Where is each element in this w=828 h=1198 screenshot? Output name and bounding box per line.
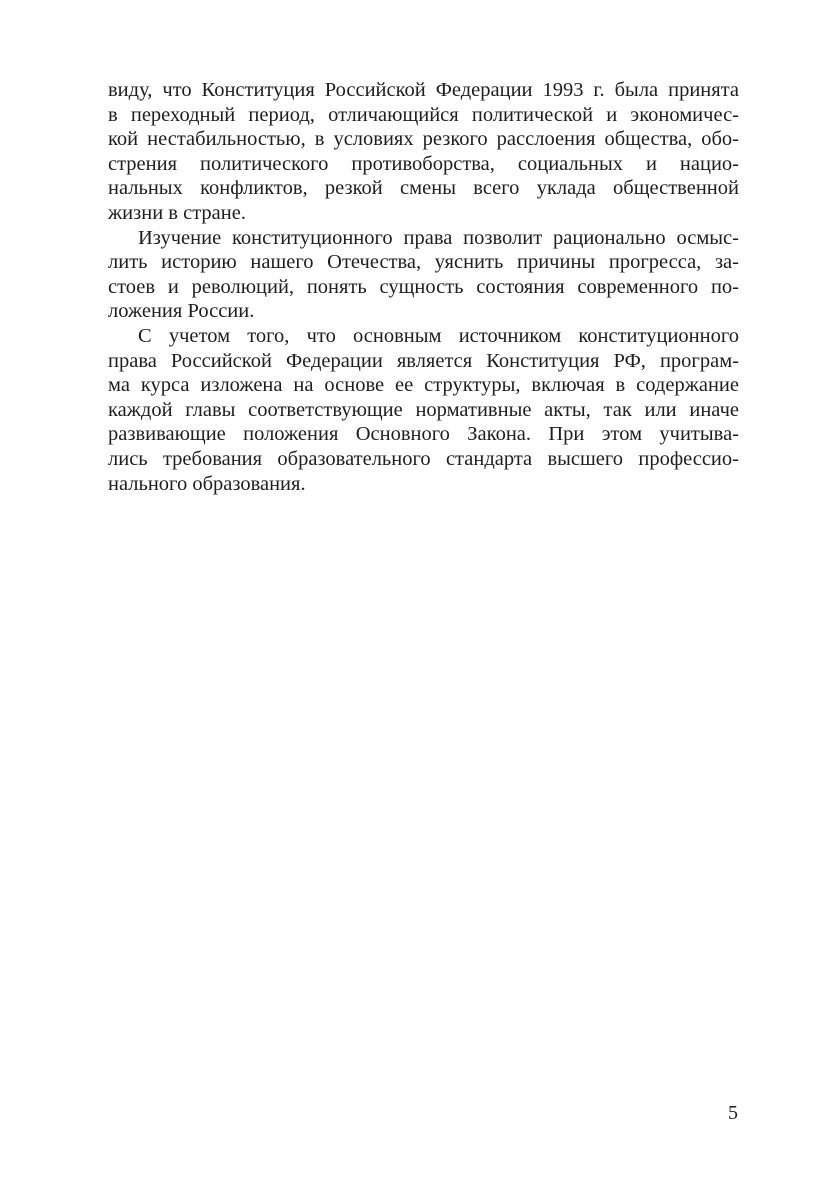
text-line: нального образования. xyxy=(108,472,306,495)
text-line: виду, что Конституция Российской Федерации 1993 г. была принята xyxy=(108,79,739,101)
text-line: жизни в стране. xyxy=(108,201,246,224)
text-line: лись требования образовательного стандарта высшего профессио- xyxy=(108,447,739,470)
text-line: в переходный период, отличающийся политической и экономичес- xyxy=(108,103,739,126)
text-line: Изучение конституционного права позволит рационально осмыс- xyxy=(138,226,739,249)
text-line: стрения политического противоборства, социальных и нацио- xyxy=(108,152,739,175)
paragraph-2 xyxy=(108,226,739,324)
text-line: ложения России. xyxy=(108,300,255,323)
text-line: ма курса изложена на основе ее структуры, включая в содержание xyxy=(108,374,739,397)
text-line: лить историю нашего Отечества, уяснить причины прогресса, за- xyxy=(108,251,739,274)
text-line: стоев и революций, понять сущность состояния современного по- xyxy=(108,275,739,298)
paragraph-3 xyxy=(108,324,739,496)
text-line: кой нестабильностью, в условиях резкого расслоения общества, обо- xyxy=(108,128,739,151)
text-line: развивающие положения Основного Закона. При этом учитыва- xyxy=(108,423,739,446)
text-line: С учетом того, что основным источником конституционного xyxy=(138,324,739,347)
paragraph-1 xyxy=(108,78,739,226)
body-text xyxy=(108,78,739,496)
page-number: 5 xyxy=(728,1102,738,1124)
text-line: каждой главы соответствующие нормативные акты, так или иначе xyxy=(108,398,739,421)
text-line: права Российской Федерации является Конституция РФ, програм- xyxy=(108,349,739,372)
text-line: нальных конфликтов, резкой смены всего уклада общественной xyxy=(108,177,739,200)
